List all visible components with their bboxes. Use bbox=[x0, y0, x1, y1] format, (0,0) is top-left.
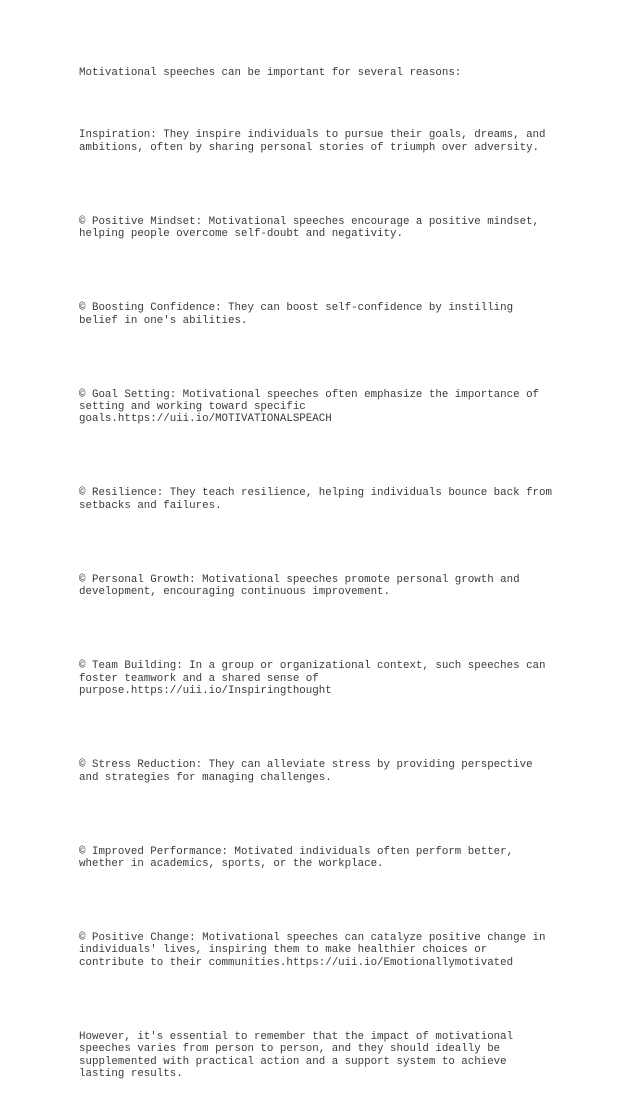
paragraph-inspiration bbox=[79, 104, 569, 178]
paragraph-positive-change bbox=[79, 907, 569, 994]
paragraph-line: © Goal Setting: Motivational speeches often emphasize the importance of bbox=[79, 388, 540, 401]
paragraph-line: © Team Building: In a group or organizational context, such speeches can bbox=[79, 660, 546, 673]
paragraph-team-building bbox=[79, 635, 569, 722]
paragraph-line: development, encouraging continuous improvement. bbox=[79, 586, 391, 599]
paragraph-line: individuals' lives, inspiring them to make healthier choices or bbox=[79, 944, 488, 957]
paragraph-line: © Positive Change: Motivational speeches can catalyze positive change in bbox=[79, 931, 546, 944]
paragraph-stress-reduction bbox=[79, 734, 569, 808]
paragraph-conclusion bbox=[79, 1006, 569, 1105]
paragraph-link-line: goals.https://uii.io/MOTIVATIONALSPEACH bbox=[79, 413, 332, 426]
paragraph-line: However, it's essential to remember that the impact of motivational bbox=[79, 1030, 514, 1043]
paragraph-improved-performance bbox=[79, 821, 569, 895]
paragraph-line: © Improved Performance: Motivated individuals often perform better, bbox=[79, 845, 514, 858]
paragraph-line: and strategies for managing challenges. bbox=[79, 771, 332, 784]
paragraph-positive-mindset bbox=[79, 191, 569, 265]
paragraph-line: Inspiration: They inspire individuals to pursue their goals, dreams, and bbox=[79, 129, 546, 142]
paragraph-line: speeches varies from person to person, and they should ideally be bbox=[79, 1043, 501, 1056]
paragraph-line: © Resilience: They teach resilience, helping individuals bounce back from bbox=[79, 487, 552, 500]
paragraph-line: helping people overcome self-doubt and negativity. bbox=[79, 228, 403, 241]
paragraph-personal-growth bbox=[79, 549, 569, 623]
paragraph-line: belief in one's abilities. bbox=[79, 314, 248, 327]
paragraph-line: © Personal Growth: Motivational speeches promote personal growth and bbox=[79, 573, 520, 586]
paragraph-line: foster teamwork and a shared sense of bbox=[79, 672, 319, 685]
paragraph-line: ambitions, often by sharing personal stories of triumph over adversity. bbox=[79, 141, 540, 154]
paragraph-line: supplemented with practical action and a support system to achieve bbox=[79, 1055, 507, 1068]
paragraph-line: © Positive Mindset: Motivational speeches encourage a positive mindset, bbox=[79, 215, 540, 228]
document-body bbox=[79, 67, 569, 1117]
paragraph-resilience bbox=[79, 463, 569, 537]
paragraph-boosting-confidence bbox=[79, 277, 569, 351]
paragraph-line: © Boosting Confidence: They can boost self-confidence by instilling bbox=[79, 302, 514, 315]
intro-paragraph: Motivational speeches can be important for several reasons: bbox=[79, 67, 462, 79]
paragraph-goal-setting bbox=[79, 364, 569, 451]
paragraph-line: whether in academics, sports, or the workplace. bbox=[79, 857, 384, 870]
paragraph-line: setting and working toward specific bbox=[79, 400, 306, 413]
paragraph-link-line: contribute to their communities.https://uii.io/Emotionallymotivated bbox=[79, 956, 514, 969]
paragraph-line: © Stress Reduction: They can alleviate stress by providing perspective bbox=[79, 759, 533, 772]
paragraph-line: lasting results. bbox=[79, 1068, 183, 1081]
paragraph-line: setbacks and failures. bbox=[79, 499, 222, 512]
paragraph-link-line: purpose.https://uii.io/Inspiringthought bbox=[79, 685, 332, 698]
